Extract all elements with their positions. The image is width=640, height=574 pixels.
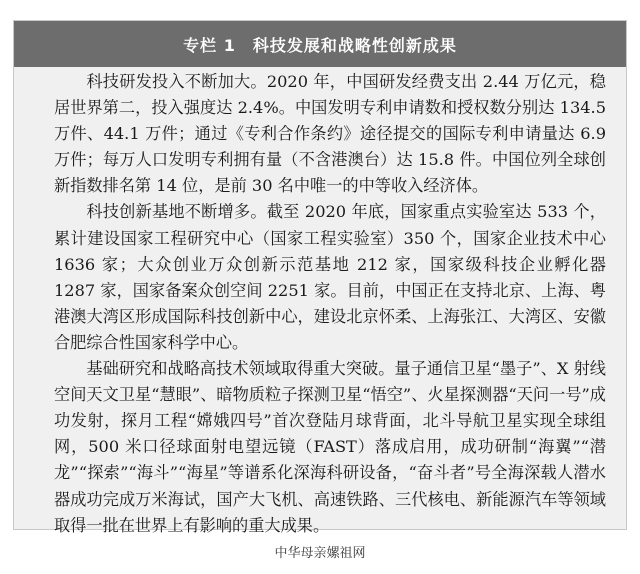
source-caption: 中华母亲嫘祖网 bbox=[274, 546, 366, 561]
paragraph-innovation-bases: 科技创新基地不断增多。截至 2020 年底，国家重点实验室达 533 个，累计建设国家工程研究中心（国家工程实验室）350 个，国家企业技术中心 1636 家；大众创业万众创新示范基地 212 家，国家级科技企业孵化器 1287 家，国家备案众创空间 2251 家。目前，中国正在支持北京、上海、粤港澳大湾区形成国际科技创新中心，建设北京怀柔、上海张江、大湾区、安徽合肥综合性国家科学中心。 bbox=[54, 202, 606, 352]
panel-title: 专栏 1 科技发展和战略性创新成果 bbox=[183, 35, 457, 55]
paragraph-rd-investment: 科技研发投入不断加大。2020 年，中国研发经费支出 2.44 万亿元，稳居世界第二，投入强度达 2.4%。中国发明专利申请数和授权数分别达 134.5 万件、44.1 万件；通过《专利合作条约》途径提交的国际专利申请量达 6.9 万件；每万人口发明专利拥有量（不含港澳台）达 15.8 件。中国位列全球创新指数排名第 14 位，是前 30 名中唯一的中等收入经济体。 bbox=[54, 72, 606, 196]
paragraph-research-breakthroughs: 基础研究和战略高技术领域取得重大突破。量子通信卫星“墨子”、X 射线空间天文卫星“慧眼”、暗物质粒子探测卫星“悟空”、火星探测器“天问一号”成功发射，探月工程“嫦娥四号”首次登陆月球背面，北斗导航卫星实现全球组网，500 米口径球面射电望远镜（FAST）落成启用，成功研制“海翼”“潜龙”“探索”“海斗”“海星”等谱系化深海科研设备，“奋斗者”号全海深载人潜水器成功完成万米海试，国产大飞机、高速铁路、三代核电、新能源汽车等领域取得一批在世界上有影响的重大成果。 bbox=[54, 359, 606, 535]
feature-panel bbox=[13, 20, 627, 535]
panel-body bbox=[54, 69, 606, 539]
panel-header bbox=[14, 21, 626, 67]
